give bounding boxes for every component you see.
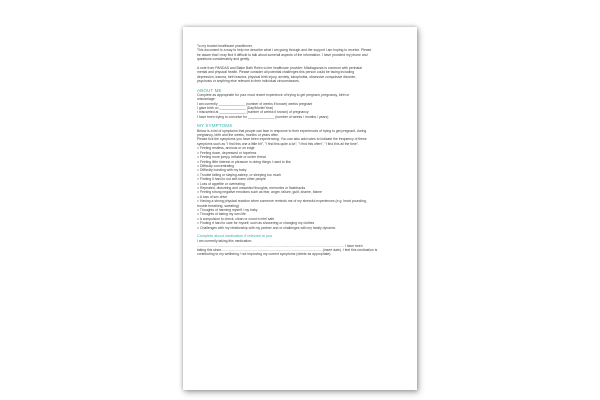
- symptoms-heading: MY SYMPTOMS: [197, 123, 233, 129]
- document-page: [183, 27, 417, 390]
- about-text-line: I gave birth on ______________ (Day/Month/Year): [197, 106, 274, 111]
- medication-section: [197, 239, 402, 257]
- about-text-line: I miscarried at ______________ (number of weeks if known) of pregnancy: [197, 110, 309, 115]
- about-text-line: Complete as appropriate for your most recent experience of trying to get pregnant, pregnancy, birth or: [197, 92, 350, 97]
- medication-heading: Complete about medication if relevant to you: [197, 234, 273, 239]
- symptom-checkbox-item: □ Feeling strong negative emotions such as fear, anger, failure, guilt, shame, blame: [197, 190, 322, 195]
- notice-text-line: depression, trauma, birth trauma, physical birth injury, anxiety, tokophobia, obsessive compulsive disorder,: [197, 74, 357, 79]
- about-heading: ABOUT ME: [197, 87, 222, 93]
- about-text-line: miscarriage:: [197, 97, 216, 102]
- symptom-checkbox-item: □ Finding it hard to not self-harm other people: [197, 177, 266, 182]
- medication-text-line: contributing to my wellbeing / not improving my current symptoms (delete as appropriate).: [197, 252, 332, 257]
- symptom-checkbox-item: □ Feeling more jumpy, irritable or under threat: [197, 155, 266, 160]
- symptom-checkbox-item: □ Challenges with my relationship with my partner and or challenges with my family dynamic: [197, 225, 336, 230]
- symptom-checkbox-item: □ Having a strong physical reaction when someone reminds me of my stressful experiences (e.g. heart pounding,: [197, 199, 367, 204]
- symptoms-intro-line: Below is a list of symptoms that people can face in response to their experiences of trying to get pregnant, during: [197, 128, 367, 133]
- notice-text-line: mental and physical health. Please consider all potential challenges this person could be facing including: [197, 70, 355, 75]
- intro-text-line: be aware that I may find it difficult to talk about some/all aspects of the information. I have provided my phone and: [197, 52, 368, 57]
- symptom-checkbox-item: □ Thoughts of taking my own life: [197, 212, 246, 217]
- about-text-line: I am currently ______________ (number of weeks if known) weeks pregnant: [197, 101, 313, 106]
- intro-text-line: questions considerately and gently.: [197, 57, 250, 62]
- medication-text-line: ............................................................................................................................................................ I have been: [197, 243, 363, 248]
- symptoms-intro: [197, 129, 402, 147]
- medication-text-line: taking this since............................................................................................................(insert date). I feel this medication is: [197, 248, 378, 252]
- symptom-checkbox-item: □ Feeling restless, anxious or on edge: [197, 146, 255, 151]
- symptom-checkbox-item: □ Thoughts of harming myself / my baby: [197, 207, 258, 212]
- symptom-checkbox-item: trouble breathing, sweating): [197, 203, 239, 208]
- intro-text-line: To my trusted healthcare practitioner,: [197, 44, 253, 48]
- symptom-checkbox-item: □ Finding it hard to care for myself, such as showering or changing my clothes: [197, 221, 315, 226]
- symptom-checkbox-item: □ Difficulty bonding with my baby: [197, 168, 247, 173]
- symptoms-intro-line: Please tick the symptoms you have been experiencing. You can also add notes to indicate the frequency of these: [197, 137, 367, 142]
- intro-section: [197, 44, 402, 62]
- symptom-checkbox-item: □ Repeated, disturbing and unwanted thoughts, memories or flashbacks: [197, 185, 306, 190]
- medication-text-line: I am currently taking this medication:: [197, 239, 253, 244]
- about-section: [197, 93, 402, 119]
- about-text-line: I have been trying to conceive for ______________ (number of weeks / months / years): [197, 114, 329, 119]
- notice-section: [197, 66, 402, 84]
- symptoms-checklist: [197, 146, 402, 230]
- symptom-checkbox-item: □ Loss of appetite or overeating: [197, 181, 245, 186]
- symptom-checkbox-item: □ A compulsion to check, clean or count to feel safe: [197, 216, 275, 221]
- intro-text-line: This document is a way to help me describe what I am going through and the support I am hoping to receive. Please: [197, 48, 372, 53]
- notice-text-line: psychosis or anything else relevant to their individual circumstances.: [197, 79, 300, 84]
- symptom-checkbox-item: □ Trouble falling or staying asleep, or sleeping too much: [197, 172, 282, 177]
- symptom-checkbox-item: □ A loss of sex drive: [197, 194, 228, 199]
- symptoms-intro-line: symptoms such as "I find this one a little bit", "I find this quite a lot", "I find this often", "I find this all the time".: [197, 141, 359, 146]
- symptom-checkbox-item: □ Feeling little interest or pleasure in doing things I used to like: [197, 159, 291, 164]
- symptom-checkbox-item: □ Difficulty concentrating: [197, 163, 235, 168]
- notice-text-line: A note from PANDAS and Blake Bath Rolen to the healthcare provider: Misdiagnosis is common with perinatal: [197, 65, 362, 70]
- symptoms-intro-line: pregnancy, birth and the weeks, months or years after.: [197, 133, 279, 138]
- symptom-checkbox-item: □ Feeling down, depressed or hopeless: [197, 150, 257, 155]
